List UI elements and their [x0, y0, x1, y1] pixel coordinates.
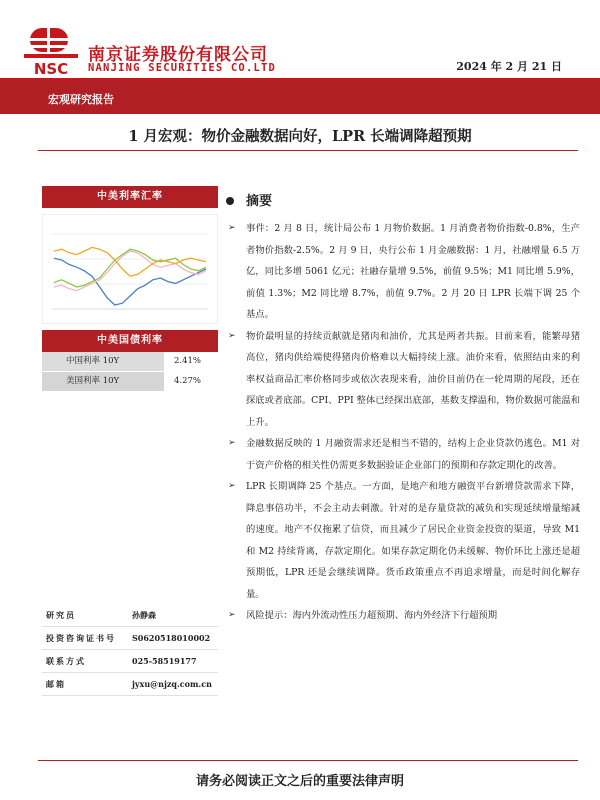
bullet-dot-icon	[226, 197, 234, 205]
contact-email[interactable]: jyxu@njzq.com.cn	[132, 679, 212, 689]
title-divider	[38, 150, 578, 151]
rate-fx-chart	[42, 214, 218, 324]
contact-label: 联系方式	[46, 656, 86, 666]
paragraph-text: 物价最明显的持续贡献就是猪肉和油价，尤其是两者共振。目前来看，能繁母猪高位，猪肉供给端使得猪肉价格难以大幅持续上涨。油价来看，依照结由来的利率权益商品汇率价格同步或依次表现来看，油价目前仍在一轮周期的尾段，还在探底或者底部。CPI、PPI 整体已经探出底部，基数支撑温和，物价数据可能温和上升。	[246, 330, 580, 428]
sidebar	[42, 186, 218, 392]
nsc-logo-icon	[20, 26, 82, 78]
company-name-cn: 南京证券股份有限公司	[88, 45, 268, 65]
summary-paragraph	[228, 326, 580, 434]
summary-paragraph	[228, 433, 580, 476]
summary-body	[228, 218, 580, 627]
arrow-bullet-icon: ➢	[228, 223, 236, 233]
legal-notice[interactable]: 请务必阅读正文之后的重要法律声明	[195, 774, 404, 789]
paragraph-text: 风险提示：海内外流动性压力超预期、海内外经济下行超预期	[246, 610, 498, 621]
contact-value: 025-58519177	[132, 656, 197, 666]
contact-value: S0620518010002	[132, 633, 211, 643]
report-type: 宏观研究报告	[48, 93, 114, 106]
bond-row-us	[42, 372, 218, 392]
chart-heading: 中美利率汇率	[42, 186, 218, 208]
arrow-bullet-icon: ➢	[228, 481, 236, 491]
arrow-bullet-icon: ➢	[228, 610, 236, 620]
summary-paragraph	[228, 605, 580, 627]
contact-label: 研究员	[46, 610, 76, 620]
bond-name: 美国利率 10Y	[42, 372, 164, 391]
bond-value: 4.27%	[164, 372, 218, 391]
summary-heading-text: 摘要	[246, 194, 273, 209]
summary-paragraph	[228, 476, 580, 605]
summary-heading	[226, 190, 272, 209]
contact-label: 投资咨询证书号	[46, 633, 116, 643]
summary-paragraph	[228, 218, 580, 326]
analyst-contact	[42, 604, 218, 696]
paragraph-text: LPR 长期调降 25 个基点。一方面，是地产和地方融资平台新增贷款需求下降，降息事倍功半，不会主动去刺激。针对的是存量贷款的减负和实现延续增量缩减的速度。地产不仅拖累了信贷，而且减少了居民企业资金投资的渠道，导致 M1 和 M2 持续背离，存款定期化。如果存款定期化仍未缓解、物价环比上涨还是超预期低，LPR 还是会继续调降。货币政策重点不再追求增量，而是时间化解存量。	[246, 481, 580, 600]
page-title: 1 月宏观：物价金融数据向好，LPR 长端调降超预期	[128, 128, 472, 145]
bond-name: 中国利率 10Y	[42, 352, 164, 371]
contact-row	[42, 650, 218, 673]
bond-heading: 中美国债利率	[42, 330, 218, 352]
contact-value: 孙静森	[132, 610, 156, 620]
footer-divider	[38, 760, 578, 761]
paragraph-text: 金融数据反映的 1 月融资需求还是相当不错的，结构上企业贷款仍逃色。M1 对于资产价格的相关性仍需更多数据验证企业部门的预期和存款定期化的改善。	[246, 438, 580, 471]
bond-value: 2.41%	[164, 352, 218, 371]
bond-row-cn	[42, 352, 218, 372]
company-name-en: NANJING SECURITIES CO.LTD	[88, 62, 277, 74]
contact-row	[42, 604, 218, 627]
contact-row	[42, 627, 218, 650]
rate-fx-chart-svg	[42, 214, 218, 324]
contact-label: 邮箱	[46, 679, 66, 689]
report-date: 2024 年 2 月 21 日	[456, 60, 562, 73]
contact-row	[42, 673, 218, 696]
arrow-bullet-icon: ➢	[228, 438, 236, 448]
arrow-bullet-icon: ➢	[228, 330, 236, 341]
logo-text: NSC	[33, 60, 69, 78]
paragraph-text: 事件：2 月 8 日，统计局公布 1 月物价数据。1 月消费者物价指数-0.8%，生产者物价指数-2.5%。2 月 9 日，央行公布 1 月金融数据：1 月，社融增量 6.5 万亿，同比多增 5061 亿元；社融存量增 9.5%，前值 9.5%；M1 同比增 5.9%，前值 1.3%；M2 同比增 8.7%，前值 9.7%。2 月 20 日 LPR 长端下调 25 个基点。	[246, 223, 580, 320]
